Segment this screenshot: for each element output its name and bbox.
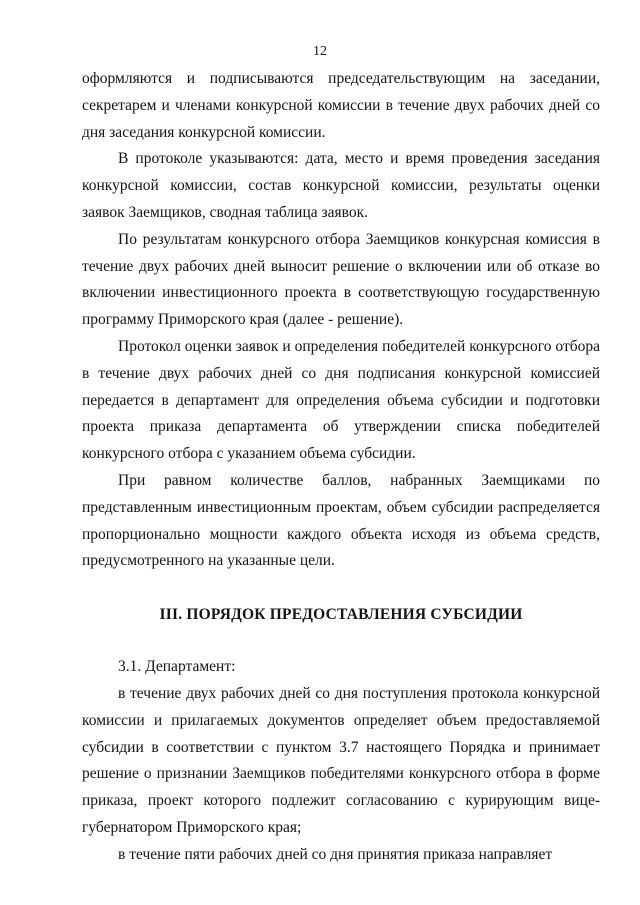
page-number: 12 bbox=[313, 44, 327, 59]
paragraph: 3.1. Департамент: bbox=[118, 658, 236, 676]
paragraph: В протоколе указываются: дата, место и время проведения заседания конкурсной комиссии, состав конкурсной комиссии, результаты оценки заявок Заемщиков, сводная таблица заявок. bbox=[82, 150, 600, 221]
section-heading: III. ПОРЯДОК ПРЕДОСТАВЛЕНИЯ СУБСИДИИ bbox=[159, 606, 523, 624]
paragraph: оформляются и подписываются председательствующим на заседании, секретарем и членами конкурсной комиссии в течение двух рабочих дней со дня заседания конкурсной комиссии. bbox=[82, 70, 600, 141]
paragraph: При равном количестве баллов, набранных Заемщиками по представленным инвестиционным проектам, объем субсидии распределяется пропорционально мощности каждого объекта исходя из объема средств, предусмотренного на указанные цели. bbox=[82, 471, 600, 570]
paragraph: По результатам конкурсного отбора Заемщиков конкурсная комиссия в течение двух рабочих дней выносит решение о включении или об отказе во включении инвестиционного проекта в соответствующую государственную программу Приморского края (далее - решение). bbox=[82, 230, 600, 329]
document-body bbox=[82, 66, 600, 869]
paragraph: в течение двух рабочих дней со дня поступления протокола конкурсной комиссии и прилагаемых документов определяет объем предоставляемой субсидии в соответствии с пунктом 3.7 настоящего Порядка и принимает решение о признании Заемщиков победителями конкурсного отбора в форме приказа, проект которого подлежит согласованию с курирующим вице-губернатором Приморского края; bbox=[82, 684, 600, 836]
paragraph: в течение пяти рабочих дней со дня принятия приказа направляет bbox=[118, 845, 553, 863]
paragraph: Протокол оценки заявок и определения победителей конкурсного отбора в течение двух рабочих дней со дня подписания конкурсной комиссией передается в департамент для определения объема субсидии и подготовки проекта приказа департамента об утверждении списка победителей конкурсного отбора с указанием объема субсидии. bbox=[82, 337, 600, 463]
